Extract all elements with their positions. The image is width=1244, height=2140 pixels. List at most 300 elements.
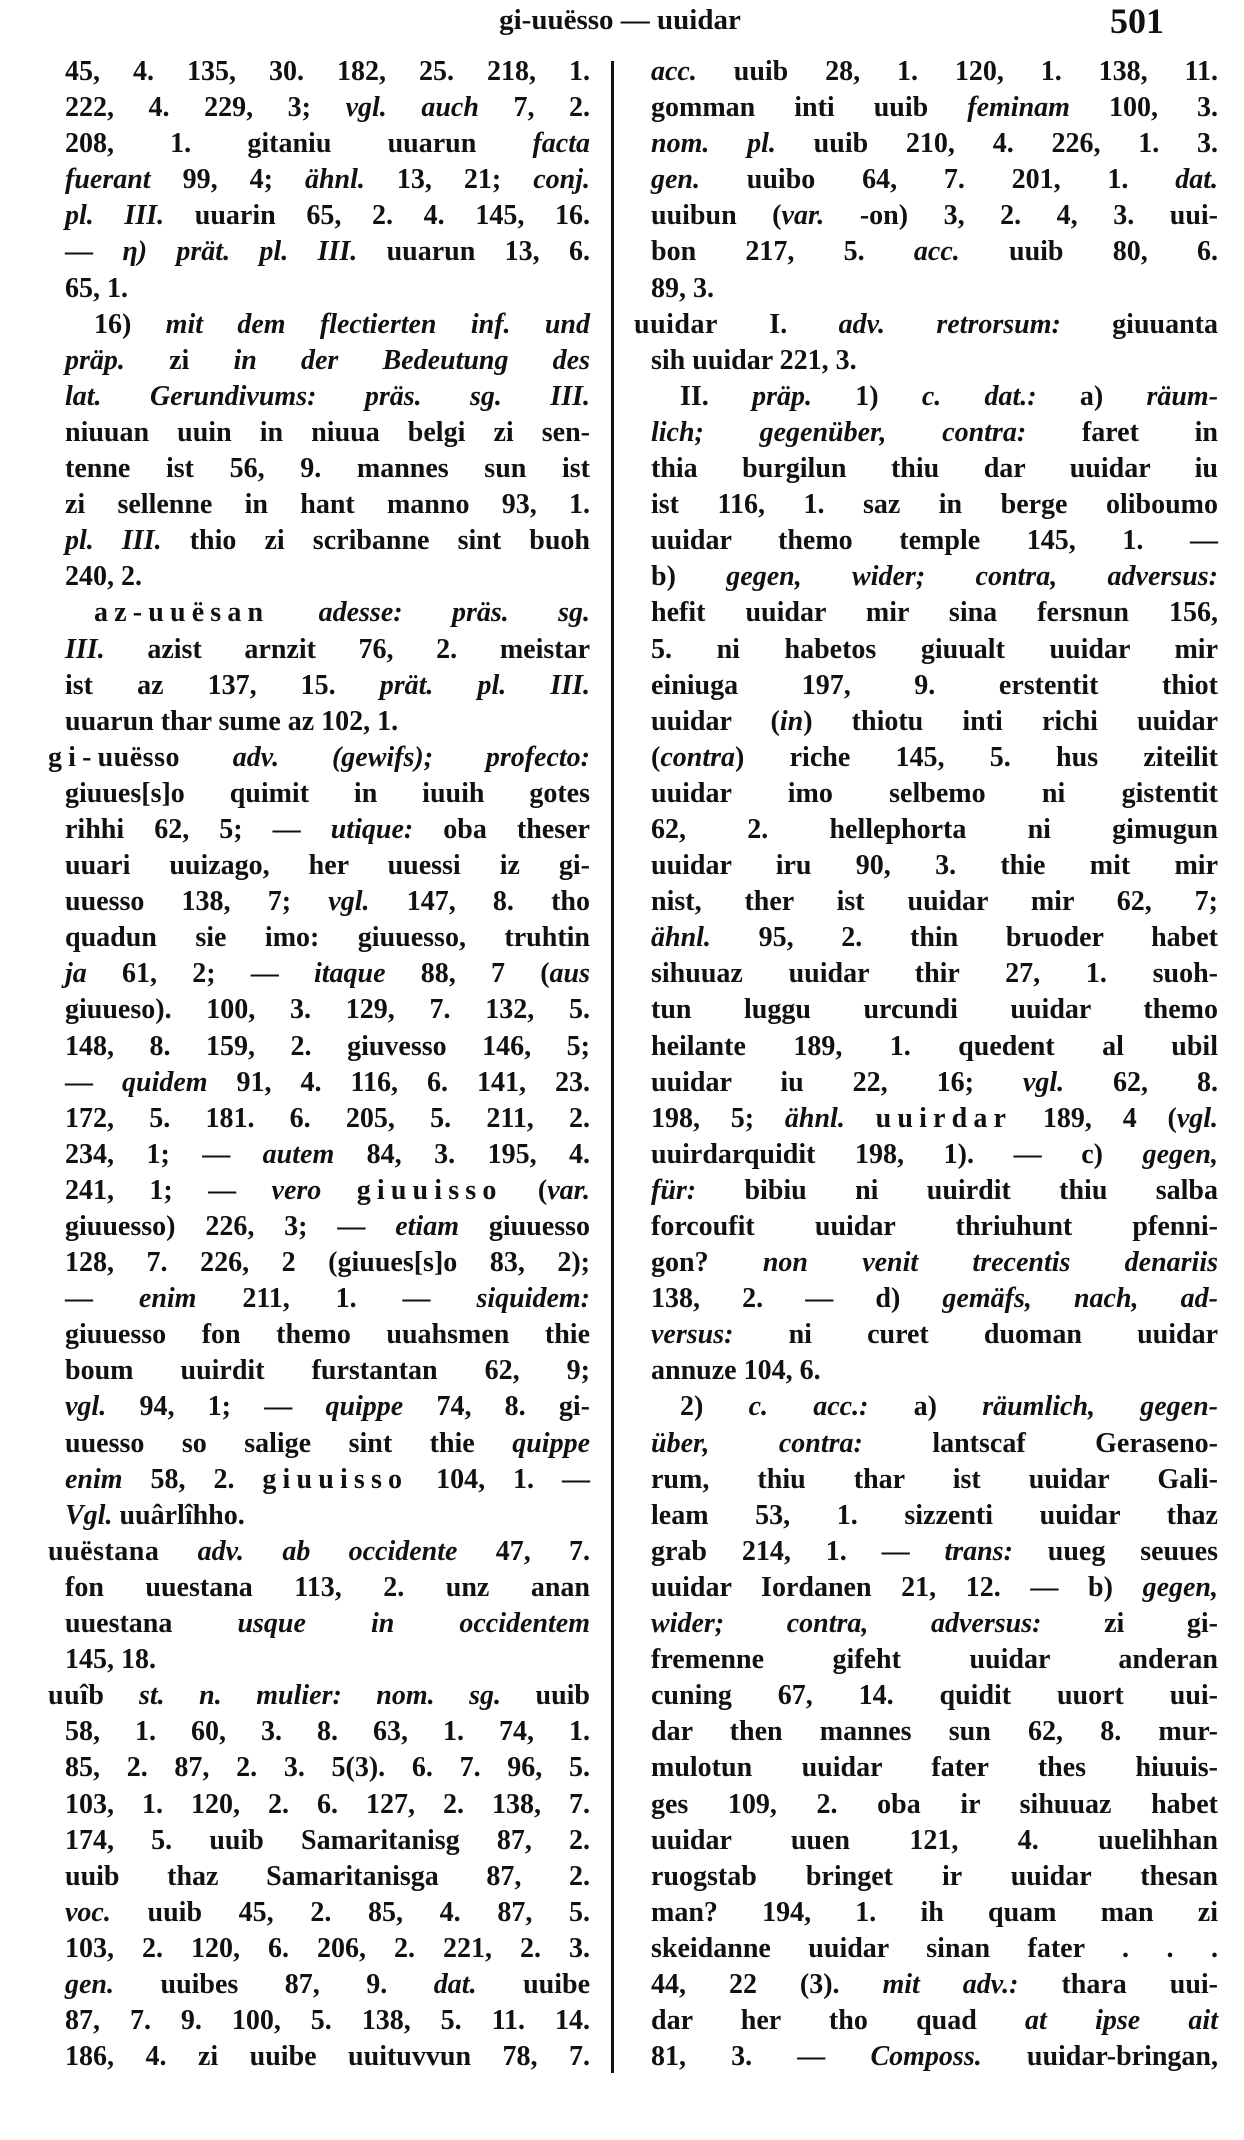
text-run: niuuan uuin in niuua belgi zi sen- [65, 416, 590, 448]
italic-text: var. [547, 1174, 591, 1206]
spaced-text: gi- [48, 741, 98, 773]
italic-text: acc. [913, 236, 960, 268]
text-run: ruogstab bringet ir uuidar thesan [651, 1860, 1218, 1892]
text-line [48, 523, 590, 559]
text-run: — [65, 1066, 122, 1098]
italic-text: quippe [325, 1391, 404, 1423]
text-run: tenne ist 56, 9. mannes sun ist [65, 453, 590, 485]
text-line [48, 884, 590, 920]
spaced-text: uuirdar [875, 1102, 1013, 1134]
text-run: einiuga 197, 9. erstentit thiot [651, 669, 1218, 701]
text-line [634, 668, 1218, 704]
italic-text: lat. Gerundivums: präs. sg. III. [65, 380, 590, 412]
text-line [634, 1606, 1218, 1642]
text-run: lantscaf Geraseno- [862, 1427, 1218, 1459]
text-run: thio zi scribanne sint buoh [161, 525, 591, 557]
italic-text: vgl. [65, 1391, 107, 1423]
headword: uuëstana [48, 1535, 160, 1567]
text-line [48, 1931, 590, 1967]
text-run: gomman inti uuib [651, 92, 968, 124]
text-run: giuueso). 100, 3. 129, 7. 132, 5. [65, 994, 590, 1026]
text-run: uuesso so salige sint thie [65, 1427, 513, 1459]
text-run: zi [124, 344, 234, 376]
text-run: 186, 4. zi uuibe uuituvvun 78, 7. [65, 2041, 590, 2073]
italic-text: pl. III. [65, 200, 165, 232]
text-run: 174, 5. uuib Samaritanisg 87, 2. [65, 1824, 590, 1856]
italic-text: quippe [512, 1427, 590, 1459]
text-line [634, 956, 1218, 992]
text-line [634, 379, 1218, 415]
text-line [634, 632, 1218, 668]
text-run: I. [717, 308, 839, 340]
italic-text: dat. [1175, 164, 1218, 196]
text-line [48, 1750, 590, 1786]
italic-text: gegen, wider; contra, adversus: [726, 561, 1218, 593]
text-line [48, 812, 590, 848]
page-number: 501 [1110, 1, 1164, 41]
text-line [48, 1029, 590, 1065]
text-run: 103, 2. 120, 6. 206, 2. 221, 2. 3. [65, 1932, 590, 1964]
text-run: uuib 80, 6. [959, 236, 1218, 268]
italic-text: gen. [65, 1968, 114, 2000]
text-line [48, 126, 590, 162]
spaced-text: giuuisso [262, 1463, 409, 1495]
text-run: 61, 2; — [86, 958, 314, 990]
text-run: quadun sie imo: giuuesso, truhtin [65, 922, 590, 954]
text-line [634, 1642, 1218, 1678]
italic-text: dat. [433, 1968, 477, 2000]
text-line [634, 162, 1218, 198]
text-run: 222, 4. 229, 3; [65, 92, 346, 124]
text-run: — [65, 236, 123, 268]
text-run: uuidar ( [651, 705, 780, 737]
text-line [634, 1570, 1218, 1606]
text-line [634, 1462, 1218, 1498]
text-line [634, 1895, 1218, 1931]
text-line [48, 198, 590, 234]
text-run: ist 116, 1. saz in berge oliboumo [651, 489, 1218, 521]
text-line [634, 2039, 1218, 2075]
text-line [48, 704, 590, 740]
text-run: oba theser [413, 813, 590, 845]
text-run [159, 1536, 197, 1567]
text-run: 241, 1; — [65, 1174, 272, 1206]
italic-text: prät. pl. III. [379, 669, 590, 701]
text-run: sih uuidar 221, 3. [651, 344, 857, 376]
text-run: 1) [811, 380, 922, 412]
text-run: 44, 22 (3). [651, 1968, 883, 2000]
text-run: 208, 1. gitaniu uuarun [65, 128, 533, 160]
text-run: 198, 5; [651, 1102, 785, 1134]
text-run: heilante 189, 1. quedent al ubil [651, 1030, 1218, 1062]
text-line [634, 451, 1218, 487]
text-line [634, 1101, 1218, 1137]
text-line [634, 307, 1218, 343]
text-run: 13, 21; [364, 164, 534, 196]
text-line [634, 1317, 1218, 1353]
text-run: skeidanne uuidar sinan fater . . . [651, 1932, 1218, 1964]
text-line [48, 1173, 590, 1209]
text-run: rum, thiu thar ist uuidar Gali- [651, 1463, 1218, 1495]
text-run [321, 1175, 356, 1206]
text-line [48, 1534, 590, 1570]
italic-text: aus [549, 958, 590, 990]
text-line [634, 1065, 1218, 1101]
italic-text: utique: [330, 813, 414, 845]
text-run: 128, 7. 226, 2 (giuues[s]o 83, 2); [65, 1247, 590, 1279]
text-run: 88, 7 ( [385, 958, 550, 990]
text-run: 62, 2. hellephorta ni gimugun [651, 813, 1218, 845]
text-line [48, 992, 590, 1028]
text-line [48, 1606, 590, 1642]
italic-text: gegen, [1142, 1571, 1218, 1603]
text-line [634, 740, 1218, 776]
italic-text: Composs. [870, 2041, 982, 2073]
text-line [48, 54, 590, 90]
text-line [48, 307, 590, 343]
text-line [48, 1317, 590, 1353]
text-run: 172, 5. 181. 6. 205, 5. 211, 2. [65, 1102, 590, 1134]
text-run: 189, 4 ( [1012, 1102, 1177, 1134]
text-run: zi gi- [1041, 1608, 1218, 1640]
text-run: fremenne gifeht uuidar anderan [651, 1644, 1218, 1676]
text-line [634, 90, 1218, 126]
text-run: uueg seuues [1012, 1535, 1218, 1567]
text-run: leam 53, 1. sizzenti uuidar thaz [651, 1499, 1218, 1531]
headword: uuidar [634, 308, 718, 340]
text-run: 147, 8. tho [369, 886, 590, 918]
text-run: rihhi 62, 5; — [65, 813, 331, 845]
text-run: ges 109, 2. oba ir sihuuaz habet [651, 1788, 1218, 1820]
text-run: 85, 2. 87, 2. 3. 5(3). 6. 7. 96, 5. [65, 1752, 590, 1784]
text-run: uuidar uuen 121, 4. uuelihhan [651, 1824, 1218, 1856]
text-line [634, 1245, 1218, 1281]
text-run: uuib 210, 4. 226, 1. 3. [775, 128, 1218, 160]
italic-text: nom. pl. [651, 128, 776, 160]
text-line [48, 2039, 590, 2075]
text-line [634, 487, 1218, 523]
text-run: 16) [94, 308, 166, 340]
italic-text: III. [65, 633, 105, 665]
text-line [634, 1353, 1218, 1389]
text-run: tun luggu urcundi uuidar themo [651, 994, 1218, 1026]
text-run: II. [680, 380, 753, 412]
text-run: 47, 7. [457, 1535, 591, 1567]
text-line [48, 1642, 590, 1678]
text-run: 58, 2. [122, 1463, 263, 1495]
text-line [48, 90, 590, 126]
text-run: 148, 8. 159, 2. giuvesso 146, 5; [65, 1030, 590, 1062]
text-run: uuidar Iordanen 21, 12. — b) [651, 1571, 1143, 1603]
italic-text: über, contra: [651, 1427, 863, 1459]
italic-text: vgl. [1022, 1066, 1065, 1098]
text-line [634, 559, 1218, 595]
text-line [634, 884, 1218, 920]
italic-text: adv. (gewifs); profecto: [232, 741, 590, 773]
right-column [634, 54, 1218, 2075]
text-run: uuibo 64, 7. 201, 1. [700, 164, 1176, 196]
text-run: 211, 1. — [196, 1283, 477, 1315]
italic-text: c. acc.: [748, 1391, 869, 1423]
text-run: 240, 2. [65, 561, 142, 593]
italic-text: quidem [122, 1066, 208, 1098]
spaced-text: az-uuësan [94, 597, 270, 629]
text-line [48, 271, 590, 307]
text-run: uuib thaz Samaritanisga 87, 2. [65, 1860, 590, 1892]
headword: uuësso [97, 741, 180, 773]
italic-text: mit adv.: [882, 1968, 1019, 2000]
text-line [634, 234, 1218, 270]
italic-text: var. [781, 200, 825, 232]
text-run: uuarun thar sume az 102, 1. [65, 705, 399, 737]
text-run [180, 742, 233, 773]
text-run: uuarun 13, 6. [357, 236, 591, 268]
text-run: uuib 45, 2. 85, 4. 87, 5. [110, 1896, 590, 1928]
italic-text: conj. [533, 164, 591, 196]
text-run: uuibun ( [651, 200, 782, 232]
text-run: 89, 3. [651, 272, 714, 304]
text-run: bon 217, 5. [651, 236, 914, 268]
text-line [634, 1823, 1218, 1859]
italic-text: adesse: präs. sg. [318, 597, 591, 629]
text-line [634, 1498, 1218, 1534]
text-run: a) [1036, 380, 1147, 412]
text-run: 94, 1; — [106, 1391, 326, 1423]
text-run: 103, 1. 120, 2. 6. 127, 2. 138, 7. [65, 1788, 590, 1820]
italic-text: ähnl. [784, 1102, 845, 1134]
text-run: grab 214, 1. — [651, 1535, 945, 1567]
italic-text: adv. ab occidente [197, 1535, 458, 1567]
text-line [634, 1137, 1218, 1173]
italic-text: vgl. auch [345, 92, 479, 124]
text-run: 104, 1. — [408, 1463, 591, 1495]
text-line [48, 2003, 590, 2039]
text-line [48, 234, 590, 270]
text-line [48, 451, 590, 487]
text-line [634, 1209, 1218, 1245]
text-line [634, 523, 1218, 559]
text-run: nist, ther ist uuidar mir 62, 7; [651, 886, 1218, 918]
italic-text: lich; gegenüber, contra: [651, 416, 1027, 448]
text-line [48, 956, 590, 992]
text-line [634, 271, 1218, 307]
text-run: annuze 104, 6. [651, 1355, 821, 1387]
text-line [634, 54, 1218, 90]
italic-text: voc. [65, 1896, 111, 1928]
text-line [634, 812, 1218, 848]
italic-text: gemäfs, nach, ad- [942, 1283, 1219, 1315]
text-line [634, 1750, 1218, 1786]
text-line [634, 1931, 1218, 1967]
text-run: uuidar iru 90, 3. thie mit mir [651, 850, 1218, 882]
text-line [634, 1678, 1218, 1714]
italic-text: vgl. [1176, 1102, 1219, 1134]
text-line [48, 1389, 590, 1425]
text-line [48, 1714, 590, 1750]
text-line [634, 2003, 1218, 2039]
text-run [269, 597, 318, 628]
italic-text: vero [271, 1174, 322, 1206]
text-run: uuib 28, 1. 120, 1. 138, 11. [696, 56, 1218, 87]
header-title: gi-uuësso — uuidar [499, 4, 741, 36]
text-line [48, 343, 590, 379]
text-run: 145, 18. [65, 1644, 156, 1676]
text-line [634, 1173, 1218, 1209]
italic-text: räumlich, gegen- [982, 1391, 1218, 1423]
text-run: giuues[s]o quimit in iuuih gotes [65, 777, 590, 809]
text-line [48, 1245, 590, 1281]
italic-text: enim [138, 1283, 197, 1315]
italic-text: autem [262, 1138, 335, 1170]
text-run: 62, 8. [1064, 1066, 1219, 1098]
text-line [634, 415, 1218, 451]
text-line [634, 198, 1218, 234]
text-run: azist arnzit 76, 2. meistar [104, 633, 590, 665]
text-run: ist az 137, 15. [65, 669, 380, 701]
text-run: giuuanta [1060, 308, 1218, 340]
italic-text: in der Bedeutung des [233, 344, 590, 376]
text-run: -on) 3, 2. 4, 3. uui- [824, 200, 1219, 232]
text-line [634, 920, 1218, 956]
column-divider [611, 61, 614, 2073]
text-run: cuning 67, 14. quidit uuort uui- [651, 1680, 1218, 1712]
text-line [48, 848, 590, 884]
italic-text: in [779, 705, 804, 737]
text-run: ( [502, 1174, 548, 1206]
italic-text: präp. [752, 380, 812, 412]
italic-text: präp. [65, 344, 125, 376]
italic-text: siquidem: [476, 1283, 590, 1315]
text-run: hefit uuidar mir sina fersnun 156, [651, 597, 1218, 629]
left-column [48, 54, 590, 2075]
italic-text: adv. retrorsum: [838, 308, 1061, 340]
text-line [634, 1281, 1218, 1317]
text-run: man? 194, 1. ih quam man zi [651, 1896, 1218, 1928]
text-run: uuidar iu 22, 16; [651, 1066, 1023, 1098]
text-line [48, 1859, 590, 1895]
italic-text: mit dem flectierten inf. und [165, 308, 590, 340]
text-run: boum uuirdit furstantan 62, 9; [65, 1355, 590, 1387]
italic-text: st. n. mulier: nom. sg. [139, 1680, 502, 1712]
text-run: forcoufit uuidar thriuhunt pfenni- [651, 1211, 1218, 1242]
italic-text: c. dat.: [921, 380, 1037, 412]
text-line [634, 1029, 1218, 1065]
text-line [48, 559, 590, 595]
text-run: 234, 1; — [65, 1138, 263, 1170]
text-run: 99, 4; [150, 164, 305, 196]
italic-text: enim [65, 1463, 123, 1495]
italic-text: vgl. [328, 886, 370, 918]
italic-text: non venit trecentis denariis [762, 1247, 1218, 1279]
text-line [48, 1101, 590, 1137]
text-line [48, 379, 590, 415]
text-run: dar her tho quad [651, 2005, 1026, 2037]
text-run: giuuesso [458, 1211, 590, 1242]
text-run: giuuesso fon themo uuahsmen thie [65, 1319, 590, 1351]
italic-text: fuerant [65, 164, 151, 196]
italic-text: trans: [944, 1535, 1013, 1567]
text-run: uuidar-bringan, [981, 2041, 1219, 2073]
text-run: 58, 1. 60, 3. 8. 63, 1. 74, 1. [65, 1716, 590, 1748]
text-run: zi sellenne in hant manno 93, 1. [65, 489, 590, 521]
text-line [634, 776, 1218, 812]
text-run: uuidar themo temple 145, 1. — [651, 525, 1218, 557]
italic-text: Vgl. [65, 1499, 113, 1531]
italic-text: facta [532, 128, 590, 160]
text-run: 95, 2. thin bruoder habet [710, 922, 1218, 954]
text-line [48, 415, 590, 451]
italic-text: wider; contra, adversus: [651, 1608, 1042, 1640]
text-line [48, 1570, 590, 1606]
text-run [845, 1103, 876, 1134]
text-line [634, 704, 1218, 740]
text-run: uuestana [65, 1608, 238, 1640]
text-run [105, 1680, 140, 1711]
text-run: ) riche 145, 5. hus ziteilit [735, 741, 1218, 773]
italic-text: feminam [967, 92, 1070, 124]
text-line [48, 776, 590, 812]
text-run: 84, 3. 195, 4. [334, 1138, 591, 1170]
text-run: uuârlîhho. [112, 1499, 245, 1531]
text-run: 100, 3. [1069, 92, 1218, 124]
text-run: 7, 2. [478, 92, 591, 124]
text-line [48, 632, 590, 668]
text-line [48, 1895, 590, 1931]
italic-text: gegen, [1142, 1138, 1218, 1170]
italic-text: itaque [313, 958, 386, 990]
text-run: bibiu ni uuirdit thiu salba [696, 1174, 1218, 1206]
text-line [634, 1389, 1218, 1425]
text-run: uuarin 65, 2. 4. 145, 16. [164, 200, 590, 232]
italic-text: η) prät. pl. III. [122, 236, 358, 268]
text-line [634, 1859, 1218, 1895]
text-run: thara uui- [1018, 1968, 1218, 2000]
text-line [634, 992, 1218, 1028]
italic-text: at ipse ait [1025, 2005, 1218, 2037]
text-line [48, 1281, 590, 1317]
text-run: ) thiotu inti richi uuidar [803, 705, 1218, 737]
italic-text: acc. [651, 56, 697, 87]
text-line [48, 1462, 590, 1498]
text-run: gon? [651, 1247, 763, 1279]
text-line [48, 595, 590, 631]
text-line [634, 1714, 1218, 1750]
text-run: uuib [501, 1680, 591, 1712]
text-line [634, 343, 1218, 379]
text-run: 65, 1. [65, 272, 128, 304]
italic-text: räum- [1146, 380, 1219, 412]
italic-text: ähnl. [304, 164, 365, 196]
text-run: a) [868, 1391, 983, 1423]
text-run: 81, 3. — [651, 2041, 871, 2073]
text-run: uuirdarquidit 198, 1). — c) [651, 1138, 1143, 1170]
text-run: uuesso 138, 7; [65, 886, 329, 918]
text-run: ni curet duoman uuidar [733, 1319, 1218, 1351]
text-run: b) [651, 561, 727, 593]
text-line [634, 1967, 1218, 2003]
text-run: 2) [680, 1391, 749, 1423]
text-run: dar then mannes sun 62, 8. mur- [651, 1716, 1218, 1748]
text-run: ( [651, 741, 661, 773]
text-line [634, 1426, 1218, 1462]
text-line [634, 1787, 1218, 1823]
italic-text: ja [65, 958, 87, 990]
text-run: fon uuestana 113, 2. unz anan [65, 1571, 590, 1603]
text-line [634, 595, 1218, 631]
headword: uuîb [48, 1680, 105, 1712]
text-line [634, 1534, 1218, 1570]
italic-text: für: [651, 1174, 697, 1206]
